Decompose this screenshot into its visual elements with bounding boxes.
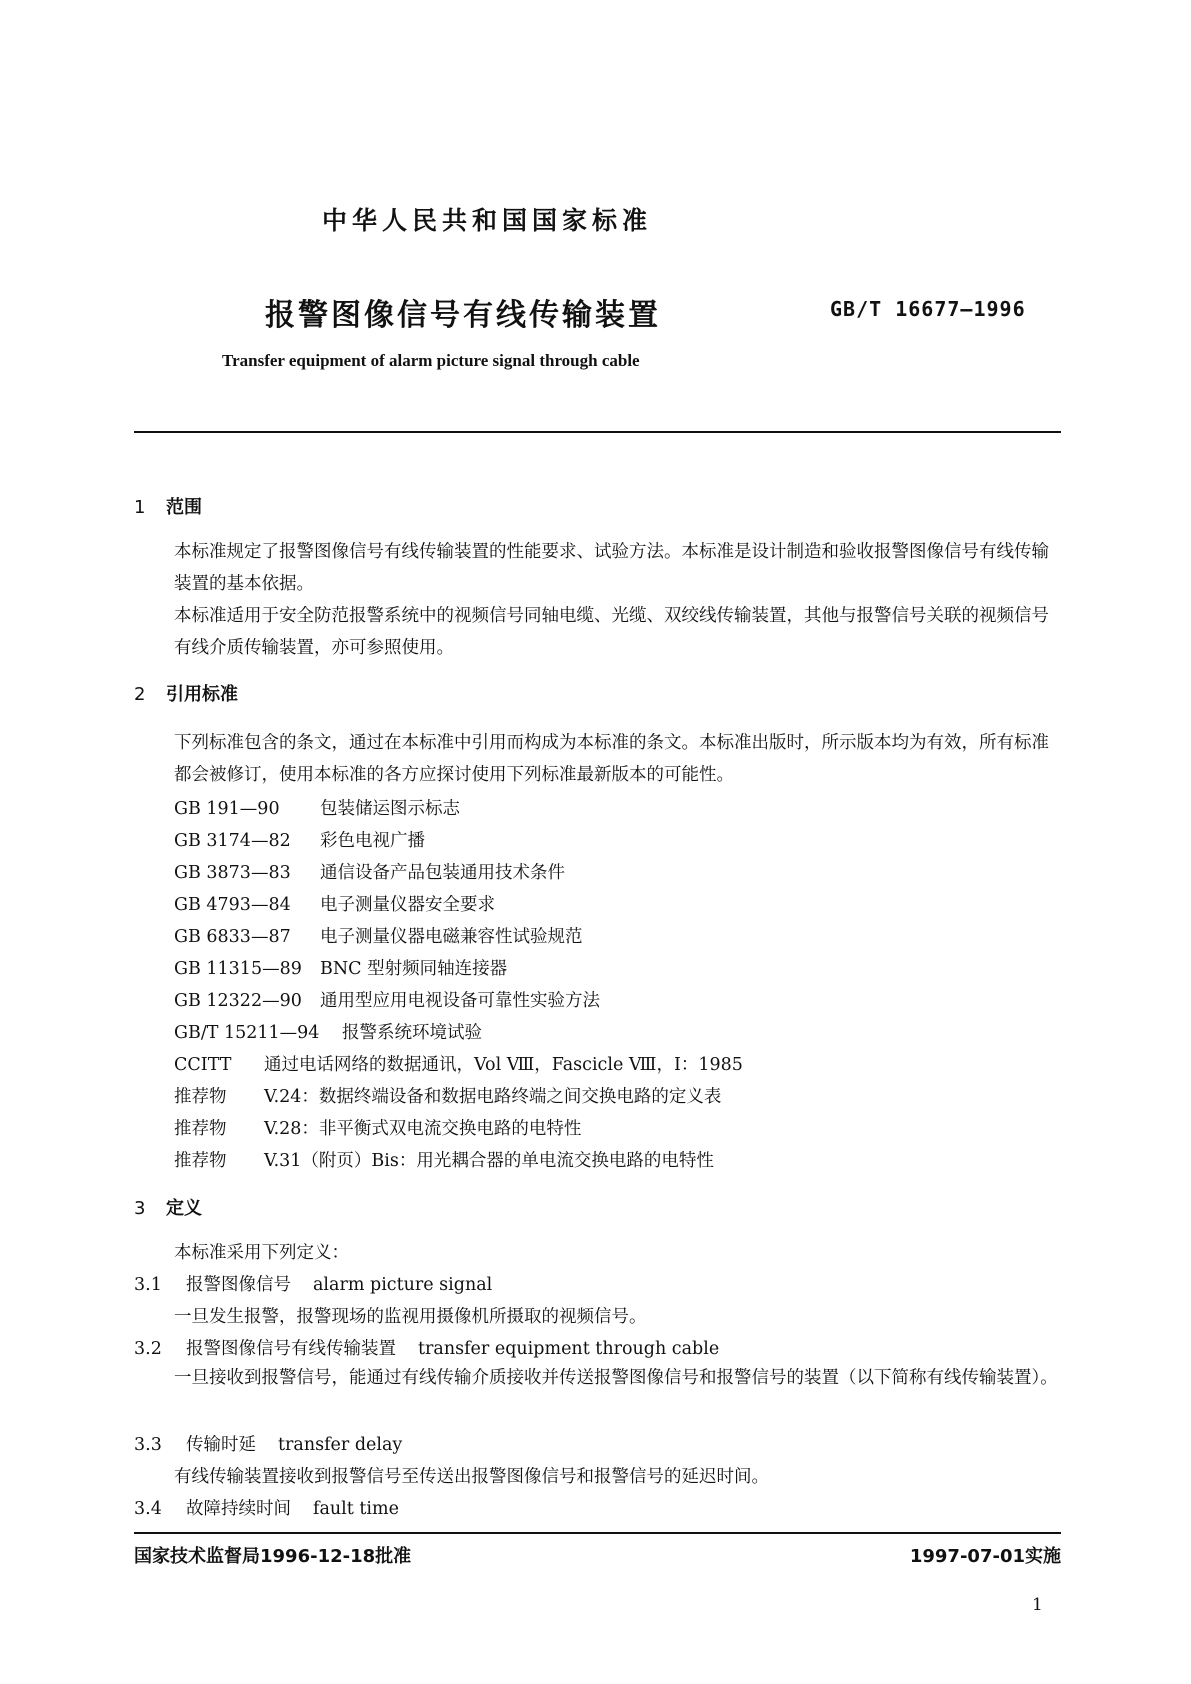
- reference-item: 推荐物 V.24：数据终端设备和数据电路终端之间交换电路的定义表: [174, 1087, 722, 1107]
- definition-3-2-description: 一旦接收到报警信号，能通过有线传输介质接收并传送报警图像信号和报警信号的装置（以下简称有线传输装置）。: [174, 1368, 1058, 1388]
- section-1-paragraph-1: 本标准规定了报警图像信号有线传输装置的性能要求、试验方法。本标准是设计制造和验收报警图像信号有线传输装置的基本依据。: [174, 542, 1049, 594]
- org-title: 中华人民共和国国家标准: [321, 206, 652, 235]
- section-3-heading: [134, 1194, 202, 1220]
- reference-item: GB 11315—89 BNC 型射频同轴连接器: [174, 959, 508, 979]
- reference-item: 推荐物 V.28：非平衡式双电流交换电路的电特性: [174, 1119, 582, 1139]
- section-title: 引用标准: [166, 684, 238, 705]
- section-number: 1: [134, 497, 146, 518]
- section-3-intro: 本标准采用下列定义：: [174, 1243, 349, 1263]
- section-1-paragraph-2: 本标准适用于安全防范报警系统中的视频信号同轴电缆、光缆、双绞线传输装置，其他与报警信号关联的视频信号有线介质传输装置，亦可参照使用。: [174, 606, 1049, 658]
- effective-date: 1997-07-01实施: [909, 1546, 1061, 1567]
- reference-item: GB 3873—83 通信设备产品包装通用技术条件: [174, 863, 565, 883]
- approval-date: 国家技术监督局1996-12-18批准: [134, 1546, 412, 1567]
- reference-item: GB 4793—84 电子测量仪器安全要求: [174, 895, 495, 915]
- definition-3-1-description: 一旦发生报警，报警现场的监视用摄像机所摄取的视频信号。: [174, 1307, 647, 1327]
- reference-item: CCITT 通过电话网络的数据通讯，Vol Ⅷ，Fascicle Ⅷ，Ⅰ：1985: [174, 1055, 743, 1075]
- reference-item: GB 191—90 包装储运图示标志: [174, 799, 460, 819]
- standard-code: GB/T 16677—1996: [830, 297, 1026, 321]
- section-title: 定义: [166, 1198, 202, 1219]
- section-number: 2: [134, 684, 146, 705]
- section-2-paragraph-1: 下列标准包含的条文，通过在本标准中引用而构成为本标准的条文。本标准出版时，所示版本均为有效，所有标准都会被修订，使用本标准的各方应探讨使用下列标准最新版本的可能性。: [174, 733, 1049, 785]
- reference-item: GB 6833—87 电子测量仪器电磁兼容性试验规范: [174, 927, 583, 947]
- section-2-heading: [134, 680, 238, 706]
- definition-3-3-description: 有线传输装置接收到报警信号至传送出报警图像信号和报警信号的延迟时间。: [174, 1467, 769, 1487]
- reference-item: 推荐物 V.31（附页）Bis：用光耦合器的单电流交换电路的电特性: [174, 1151, 714, 1171]
- section-1-heading: [134, 493, 202, 519]
- english-title: Transfer equipment of alarm picture signal through cable: [222, 351, 640, 370]
- definition-3-4: 3.4 故障持续时间 fault time: [134, 1499, 399, 1519]
- header-divider: [134, 431, 1061, 433]
- definition-3-2: 3.2 报警图像信号有线传输装置 transfer equipment through cable: [134, 1339, 720, 1359]
- reference-item: GB/T 15211—94 报警系统环境试验: [174, 1023, 482, 1043]
- section-title: 范围: [166, 497, 202, 518]
- reference-item: GB 12322—90 通用型应用电视设备可靠性实验方法: [174, 991, 600, 1011]
- reference-item: GB 3174—82 彩色电视广播: [174, 831, 425, 851]
- definition-3-3: 3.3 传输时延 transfer delay: [134, 1435, 403, 1455]
- definition-3-1: 3.1 报警图像信号 alarm picture signal: [134, 1275, 493, 1295]
- page-number: 1: [1032, 1595, 1043, 1615]
- footer-divider: [134, 1532, 1061, 1534]
- standard-title: 报警图像信号有线传输装置: [265, 298, 661, 333]
- section-number: 3: [134, 1198, 146, 1219]
